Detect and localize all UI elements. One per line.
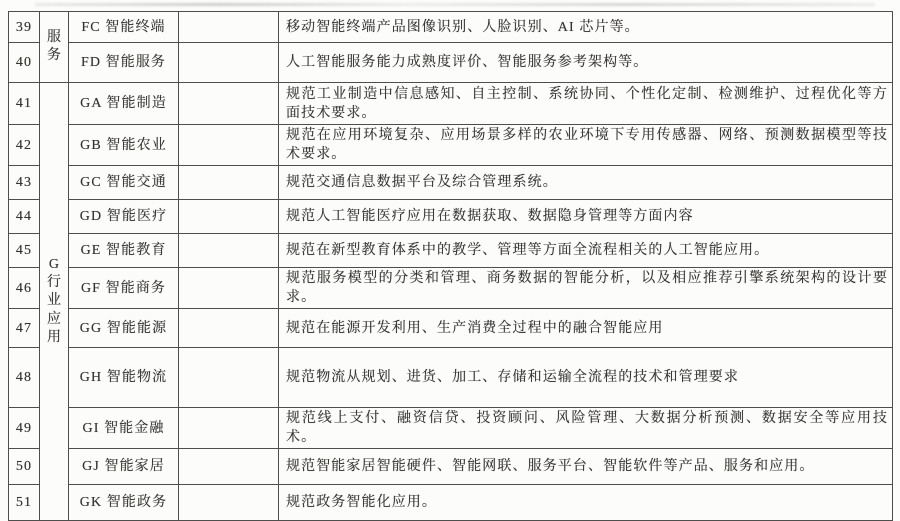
row-number: 49	[9, 408, 40, 449]
description-cell: 规范智能家居智能硬件、智能网联、服务平台、智能软件等产品、服务和应用。	[279, 449, 893, 485]
row-number: 48	[9, 348, 40, 408]
row-number: 47	[9, 309, 40, 348]
row-number: 45	[9, 234, 40, 268]
table-row	[9, 268, 893, 309]
description-cell: 规范在应用环境复杂、应用场景多样的农业环境下专用传感器、网络、预测数据模型等技术要求。	[279, 125, 893, 166]
blank-cell	[179, 43, 279, 83]
blank-cell	[179, 234, 279, 268]
row-number: 40	[9, 43, 40, 83]
standards-table	[8, 11, 893, 521]
table-row	[9, 83, 893, 125]
description-cell: 规范工业制造中信息感知、自主控制、系统协同、个性化定制、检测维护、过程优化等方面技术要求。	[279, 83, 893, 125]
category-label: G行业应用	[46, 257, 61, 345]
table-row	[9, 309, 893, 348]
category-label: 服务	[46, 29, 61, 63]
blank-cell	[179, 449, 279, 485]
table-row	[9, 125, 893, 166]
row-number: 44	[9, 200, 40, 234]
blank-cell	[179, 166, 279, 200]
code-cell: FD 智能服务	[69, 43, 179, 83]
row-number: 50	[9, 449, 40, 485]
code-cell: GK 智能政务	[69, 485, 179, 521]
table-row	[9, 200, 893, 234]
description-cell: 规范服务模型的分类和管理、商务数据的智能分析，以及相应推荐引擎系统架构的设计要求。	[279, 268, 893, 309]
table-row	[9, 348, 893, 408]
table-row	[9, 485, 893, 521]
category-cell	[40, 83, 69, 521]
description-cell: 人工智能服务能力成熟度评价、智能服务参考架构等。	[279, 43, 893, 83]
row-number: 51	[9, 485, 40, 521]
description-cell: 规范在新型教育体系中的教学、管理等方面全流程相关的人工智能应用。	[279, 234, 893, 268]
category-cell	[40, 12, 69, 83]
code-cell: FC 智能终端	[69, 12, 179, 43]
description-cell: 规范线上支付、融资信贷、投资顾问、风险管理、大数据分析预测、数据安全等应用技术。	[279, 408, 893, 449]
code-cell: GA 智能制造	[69, 83, 179, 125]
table-row	[9, 408, 893, 449]
code-cell: GH 智能物流	[69, 348, 179, 408]
description-cell: 规范在能源开发利用、生产消费全过程中的融合智能应用	[279, 309, 893, 348]
blank-cell	[179, 12, 279, 43]
blank-cell	[179, 125, 279, 166]
blank-cell	[179, 348, 279, 408]
table-row	[9, 166, 893, 200]
code-cell: GJ 智能家居	[69, 449, 179, 485]
table-row	[9, 449, 893, 485]
code-cell: GE 智能教育	[69, 234, 179, 268]
code-cell: GG 智能能源	[69, 309, 179, 348]
scan-artifact-streak	[35, 3, 875, 6]
code-cell: GI 智能金融	[69, 408, 179, 449]
code-cell: GD 智能医疗	[69, 200, 179, 234]
blank-cell	[179, 200, 279, 234]
description-cell: 规范人工智能医疗应用在数据获取、数据隐身管理等方面内容	[279, 200, 893, 234]
row-number: 46	[9, 268, 40, 309]
description-cell: 移动智能终端产品图像识别、人脸识别、AI 芯片等。	[279, 12, 893, 43]
blank-cell	[179, 485, 279, 521]
blank-cell	[179, 309, 279, 348]
table-row	[9, 234, 893, 268]
row-number: 42	[9, 125, 40, 166]
row-number: 41	[9, 83, 40, 125]
row-number: 43	[9, 166, 40, 200]
table-row	[9, 43, 893, 83]
code-cell: GB 智能农业	[69, 125, 179, 166]
blank-cell	[179, 268, 279, 309]
row-number: 39	[9, 12, 40, 43]
description-cell: 规范交通信息数据平台及综合管理系统。	[279, 166, 893, 200]
blank-cell	[179, 83, 279, 125]
blank-cell	[179, 408, 279, 449]
description-cell: 规范政务智能化应用。	[279, 485, 893, 521]
table-row	[9, 12, 893, 43]
code-cell: GF 智能商务	[69, 268, 179, 309]
description-cell: 规范物流从规划、进货、加工、存储和运输全流程的技术和管理要求	[279, 348, 893, 408]
code-cell: GC 智能交通	[69, 166, 179, 200]
